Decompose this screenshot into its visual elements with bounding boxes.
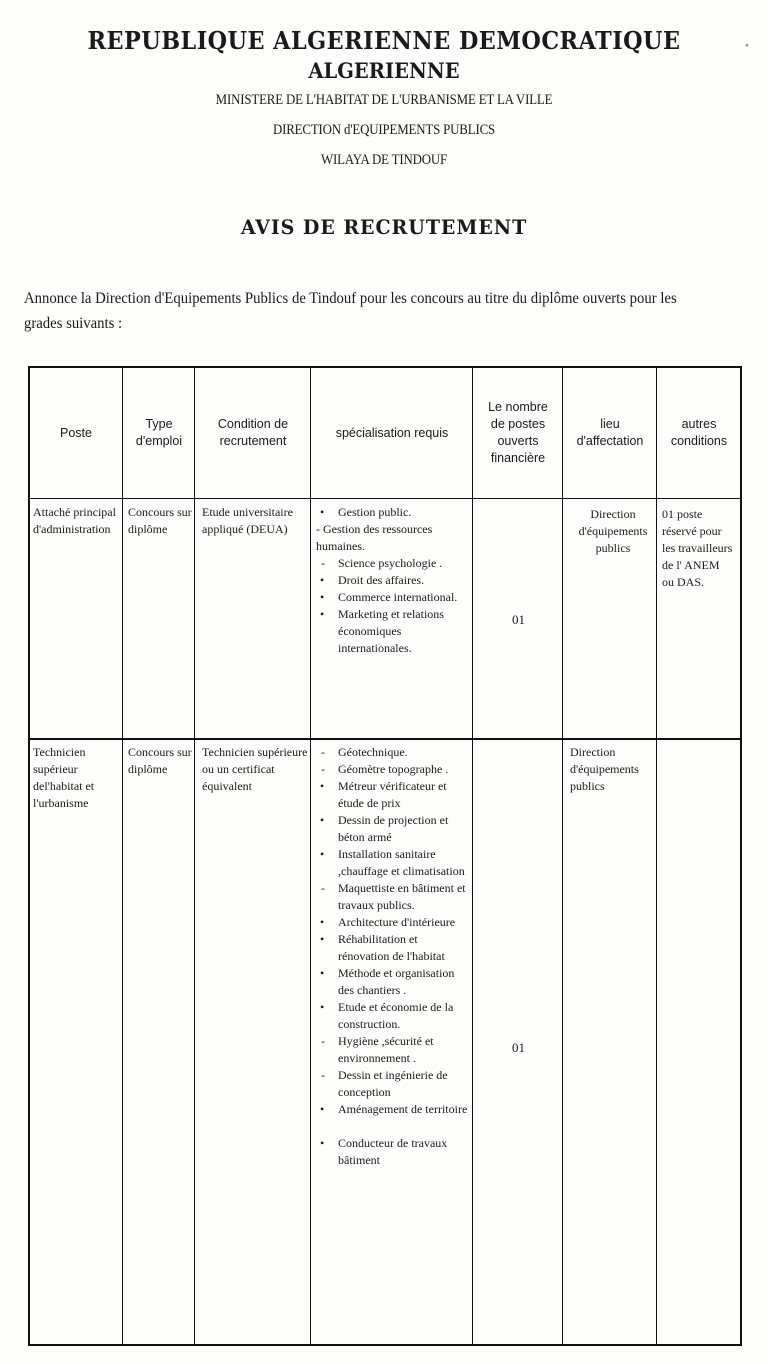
table-column-line [562, 366, 563, 1346]
specialisation-item: ,chauffage et climatisation [338, 864, 465, 878]
text-line: appliqué (DEUA) [202, 522, 288, 536]
specialisation-item: - Dessin et ingénierie de [316, 1067, 474, 1084]
row2-poste [33, 744, 123, 812]
text-line: spécialisation requis [335, 425, 449, 440]
text-line: supérieur [33, 762, 78, 776]
text-line: Poste [60, 425, 92, 440]
row2-type [128, 744, 196, 778]
direction-name: DIRECTION d'EQUIPEMENTS PUBLICS [272, 122, 496, 138]
text-line: d'affectation [576, 434, 644, 448]
text-line: de l' ANEM [662, 558, 720, 572]
header-lieu-affectation [564, 368, 656, 498]
header-poste [30, 368, 122, 498]
specialisation-item [316, 1118, 474, 1135]
specialisation-item: • Dessin de projection et [316, 812, 474, 829]
specialisation-item: - Maquettiste en bâtiment et [316, 880, 474, 897]
text-line: Concours sur [128, 505, 192, 519]
text-line: publics [570, 779, 605, 793]
specialisation-item: • Etude et économie de la [316, 999, 474, 1016]
text-line: diplôme [128, 522, 168, 536]
republic-title: REPUBLIQUE ALGERIENNE DEMOCRATIQUE [87, 26, 681, 55]
table-column-line [28, 366, 30, 1346]
text-line: d'emploi [135, 434, 183, 448]
header-specialisation [312, 368, 472, 498]
specialisation-item: • Aménagement de territoire [316, 1101, 474, 1118]
text-line: Type [145, 417, 173, 431]
row2-nombre: 01 [512, 1040, 525, 1055]
specialisation-item: • Installation sanitaire [316, 846, 474, 863]
header-condition [196, 368, 310, 498]
row2-lieu [570, 744, 660, 795]
intro-paragraph [24, 286, 751, 336]
specialisation-item: béton armé [338, 830, 392, 844]
header-type-emploi [124, 368, 194, 498]
specialisation-item: internationales. [338, 641, 412, 655]
specialisation-item: • Droit des affaires. [316, 572, 474, 589]
text-line: d'administration [33, 522, 111, 536]
text-line: Le nombre [488, 400, 548, 414]
text-line: Direction [590, 507, 636, 521]
row1-condition [202, 504, 312, 538]
text-line: Concours sur [128, 745, 192, 759]
row1-lieu [568, 506, 658, 557]
text-line: recrutement [219, 434, 287, 448]
text-line: autres [681, 417, 717, 431]
row2-specialisations [316, 744, 474, 1169]
row1-poste [33, 504, 123, 538]
text-line: équivalent [202, 779, 252, 793]
text-line: les travailleurs [662, 541, 733, 555]
specialisation-item: travaux publics. [338, 898, 415, 912]
text-line: Etude universitaire [202, 505, 293, 519]
text-line: d'équipements [570, 762, 639, 776]
specialisation-item: construction. [338, 1017, 401, 1031]
text-line: Technicien [33, 745, 86, 759]
specialisation-item: • Architecture d'intérieure [316, 914, 474, 931]
specialisation-item: environnement . [338, 1051, 416, 1065]
row1-type [128, 504, 196, 538]
text-line: publics [595, 541, 631, 555]
header-autres-conditions [658, 368, 740, 498]
text-line: l'urbanisme [33, 796, 89, 810]
text-line: financière [490, 451, 546, 465]
specialisation-item: rénovation de l'habitat [338, 949, 445, 963]
text-line: ou un certificat [202, 762, 275, 776]
table-row-divider [28, 738, 742, 740]
specialisation-item: économiques [338, 624, 402, 638]
text-line: ou DAS. [662, 575, 705, 589]
text-line: diplôme [128, 762, 168, 776]
text-line: ouverts [497, 434, 539, 448]
text-line: lieu [600, 417, 620, 431]
row1-specialisations [316, 504, 474, 657]
specialisation-item: • Méthode et organisation [316, 965, 474, 982]
specialisation-item: - Science psychologie . [316, 555, 474, 572]
row1-nombre: 01 [512, 612, 525, 627]
table-border-bottom [28, 1344, 742, 1346]
text-line: Technicien supérieure [202, 745, 308, 759]
text-line: Condition de [217, 417, 289, 431]
text-line: réservé pour [662, 524, 722, 538]
header-nombre-postes [474, 368, 562, 498]
wilaya-name: WILAYA DE TINDOUF [320, 152, 448, 168]
intro-line-1: Annonce la Direction d'Equipements Publics de Tindouf pour les concours au titre du diplôme ouverts pour les [24, 290, 677, 307]
text-line: 01 poste [662, 507, 703, 521]
specialisation-item: conception [338, 1085, 391, 1099]
specialisation-item: • Marketing et relations [316, 606, 474, 623]
specialisation-item: • Commerce international. [316, 589, 474, 606]
row2-condition [202, 744, 312, 795]
specialisation-item: des chantiers . [338, 983, 407, 997]
intro-line-2: grades suivants : [24, 315, 123, 332]
specialisation-item: • Conducteur de travaux [316, 1135, 474, 1152]
table-header-divider [28, 498, 742, 499]
specialisation-item: humaines. [316, 539, 365, 553]
text-line: d'équipements [578, 524, 648, 538]
notice-title: AVIS DE RECRUTEMENT [240, 215, 528, 239]
specialisation-item: - Géomètre topographe . [316, 761, 474, 778]
row1-autres [662, 506, 742, 591]
specialisation-item: • Métreur vérificateur et [316, 778, 474, 795]
text-line: de postes [490, 417, 546, 431]
text-line: del'habitat et [33, 779, 95, 793]
specialisation-item: bâtiment [338, 1153, 380, 1167]
specialisation-item: - Géotechnique. [316, 744, 474, 761]
specialisation-item: • Gestion public. [316, 504, 474, 521]
republic-title-continued: ALGERIENNE [308, 58, 460, 83]
specialisation-item: - Gestion des ressources [316, 522, 433, 536]
text-line: Direction [570, 745, 616, 759]
specialisation-item: étude de prix [338, 796, 401, 810]
specialisation-item: • Réhabilitation et [316, 931, 474, 948]
ministry-name: MINISTERE DE L'HABITAT DE L'URBANISME ET LA VILLE [215, 92, 553, 108]
text-line: conditions [670, 434, 728, 448]
specialisation-item: - Hygiène ,sécurité et [316, 1033, 474, 1050]
text-line: Attaché principal [33, 505, 116, 519]
margin-mark: • [745, 40, 749, 52]
